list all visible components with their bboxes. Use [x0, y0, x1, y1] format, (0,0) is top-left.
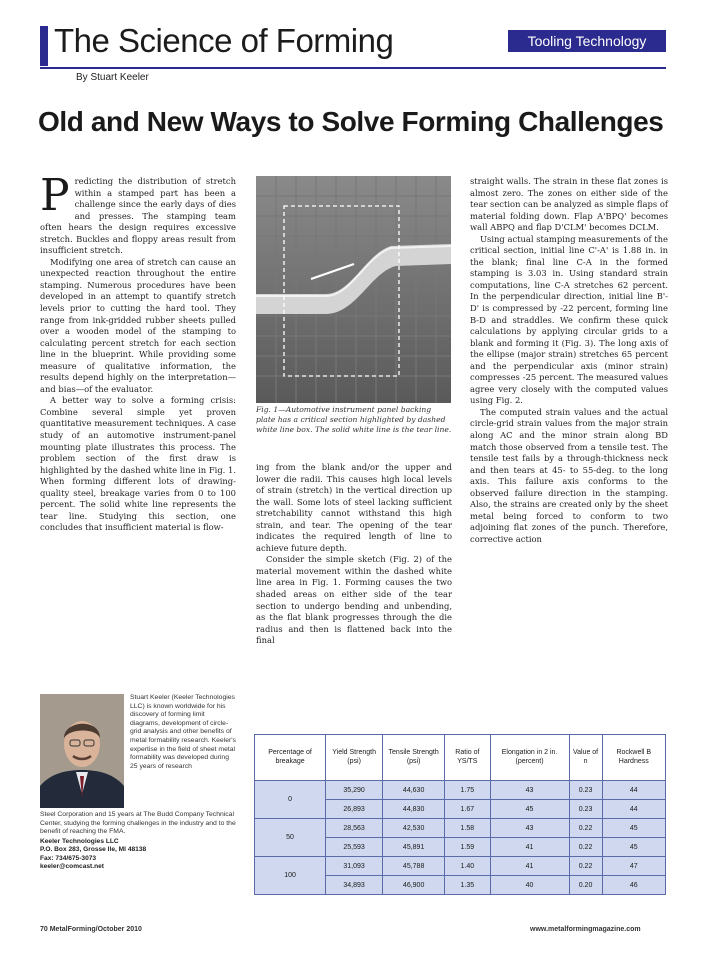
table-cell: 41 [490, 838, 569, 857]
paragraph: straight walls. The strain in these flat zones is almost zero. The zones on either side of the tear section can be analyzed as simple flaps of material folding down. Flap A'BPQ' becomes wall ABPQ and flap D'CLM' becomes DCLM. [470, 176, 668, 233]
table-cell: 45,788 [383, 857, 445, 876]
table-cell: 1.58 [445, 819, 490, 838]
contact-email: keeler@comcast.net [40, 863, 104, 871]
table-cell: 43 [490, 781, 569, 800]
byline: By Stuart Keeler [76, 72, 149, 83]
table-cell: 0.22 [569, 857, 602, 876]
breakage-group-cell: 50 [255, 819, 326, 857]
paragraph: Using actual stamping measurements of the critical section, initial line C'-A' is 1.88 in. in the blank; final line C-A in the formed stamping is 3.03 in. Using standard strain computations, line C-A stretches 62 percent. In the perpendicular direction, initial line B'-D' is compressed by -22 percent, forming line B-D and straddles. We confirm these quick calculations by applying circular grids to a blank and forming it (Fig. 3). The long axis of the ellipse (major strain) stretches 65 percent and the perpendicular axis (minor strain) compresses -25 percent. The measured values agree very closely with the computed values using Fig. 2. [470, 233, 668, 406]
table-cell: 47 [602, 857, 665, 876]
col-header: Percentage of breakage [255, 735, 326, 781]
header-rule [40, 67, 666, 69]
col-header: Ratio of YS/TS [445, 735, 490, 781]
author-bio-continued: Steel Corporation and 15 years at The Budd Company Technical Center, studying the forming challenges in the industry and to the benefit of reaching the FMA. [40, 811, 236, 836]
table-cell: 44 [602, 781, 665, 800]
table-header-row [255, 735, 666, 781]
table-row [255, 857, 666, 876]
paragraph: redicting the distribution of stretch within a stamped part has been a challenge since the early days of dies and presses. The stamping team often hears the design requires excessive stretch. Buckles and floppy areas result from insufficient stretch. [40, 176, 236, 256]
material-properties-table-wrap [254, 734, 666, 894]
table-cell: 45 [490, 800, 569, 819]
table-cell: 1.75 [445, 781, 490, 800]
table-cell: 1.40 [445, 857, 490, 876]
table-cell: 42,530 [383, 819, 445, 838]
table-cell: 1.59 [445, 838, 490, 857]
table-cell: 34,893 [326, 876, 383, 895]
table-cell: 45 [602, 838, 665, 857]
table-row [255, 781, 666, 800]
author-contact [40, 838, 236, 872]
paragraph: ing from the blank and/or the upper and lower die radii. This causes high local levels of strain (stretch) in the vertical direction up the wall. Some lots of steel lacking sufficient stretchability cannot withstand this high strain, and tear. The opening of the tear indicates the required length of line to achieve future depth. [256, 462, 452, 553]
table-cell: 0.20 [569, 876, 602, 895]
tooling-technology-tag: Tooling Technology [508, 30, 666, 52]
table-cell: 31,093 [326, 857, 383, 876]
table-cell: 25,593 [326, 838, 383, 857]
table-cell: 0.23 [569, 781, 602, 800]
figure-1-photo [256, 176, 451, 403]
table-cell: 40 [490, 876, 569, 895]
breakage-group-cell: 100 [255, 857, 326, 895]
figure-1-caption: Fig. 1—Automotive instrument panel backing plate has a critical section highlighted by dashed white line box. The solid white line is the tear line. [256, 405, 452, 434]
contact-phone: Fax: 734/675-3073 [40, 854, 97, 862]
table-cell: 0.22 [569, 819, 602, 838]
table-cell: 26,893 [326, 800, 383, 819]
article-headline: Old and New Ways to Solve Forming Challenges [38, 106, 664, 137]
table-cell: 44,830 [383, 800, 445, 819]
column-2 [256, 462, 452, 647]
breakage-group-cell: 0 [255, 781, 326, 819]
table-cell: 44,630 [383, 781, 445, 800]
table-cell: 46 [602, 876, 665, 895]
table-cell: 1.67 [445, 800, 490, 819]
table-cell: 41 [490, 857, 569, 876]
col-header: Yield Strength (psi) [326, 735, 383, 781]
table-cell: 46,900 [383, 876, 445, 895]
table-cell: 1.35 [445, 876, 490, 895]
column-3 [470, 176, 668, 546]
author-bio: Stuart Keeler (Keeler Technologies LLC) is known worldwide for his discovery of forming limit diagrams, development of circle-grid analysis and other benefits of metal formability research. Keeler's expertise in the field of sheet metal formability was developed during 25 years of research [130, 694, 236, 770]
paragraph: The computed strain values and the actual circle-grid strain values from the major strain along AC and the minor strain along BD match those observed from a tensile test. The tensile test fails by a through-thickness neck and then tears at 45- to 55-deg. to the long axis. This failure axis conforms to the observed failure direction in the stamping. Also, the strains are created only by the sheet metal being forced to conform to two adjoining flat zones of the punch. Therefore, corrective action [470, 406, 668, 544]
col-header: Elongation in 2 in. (percent) [490, 735, 569, 781]
table-cell: 43 [490, 819, 569, 838]
table-cell: 0.22 [569, 838, 602, 857]
table-cell: 35,290 [326, 781, 383, 800]
table-cell: 44 [602, 800, 665, 819]
table-row [255, 819, 666, 838]
col-header: Rockwell B Hardness [602, 735, 665, 781]
col-header: Value of n [569, 735, 602, 781]
contact-name: Keeler Technologies LLC [40, 838, 119, 845]
footer-page-info: 70 MetalForming/October 2010 [40, 926, 142, 933]
drop-cap: P [40, 170, 70, 221]
table-cell: 0.23 [569, 800, 602, 819]
col-header: Tensile Strength (psi) [383, 735, 445, 781]
section-title: The Science of Forming [54, 22, 394, 59]
column-1 [40, 170, 236, 534]
table-cell: 45 [602, 819, 665, 838]
paragraph: A better way to solve a forming crisis: Combine several simple yet proven quantitative measurement techniques. A case study of an automotive instrument-panel mounting plate illustrates this process. The problem section of the first draw is highlighted by the dashed white line in Fig. 1. When forming different lots of drawing-quality steel, breakage varies from 0 to 100 percent. The solid white line represents the tear line. Studying this section, one concludes that insufficient material is flow- [40, 395, 236, 533]
table-cell: 45,891 [383, 838, 445, 857]
header-accent-bar [40, 26, 48, 66]
paragraph: Consider the simple sketch (Fig. 2) of the material movement within the dashed white line area in Fig. 1. Forming causes the two shaded areas on either side of the tear section to undergo bending and unbending, as the flat blank progresses through the die radius and then is flattened back into the final [256, 554, 452, 646]
table-cell: 28,563 [326, 819, 383, 838]
material-properties-table [254, 734, 666, 895]
author-photo [40, 694, 124, 808]
contact-address: P.O. Box 283, Grosse Ile, MI 48138 [40, 846, 147, 854]
footer-website-link[interactable]: www.metalformingmagazine.com [530, 926, 641, 933]
paragraph: Modifying one area of stretch can cause an unexpected reaction throughout the entire stamping. Numerous procedures have been developed in an attempt to quantify stretch levels prior to cutting the hard tool. They range from ink-gridded rubber sheets pulled over a wooden model of the stamping to calculating percent stretch for each section line in the blueprint. While providing some measure of qualitative information, the results depend highly on the interpretation—and bias—of the evaluator. [40, 256, 236, 394]
